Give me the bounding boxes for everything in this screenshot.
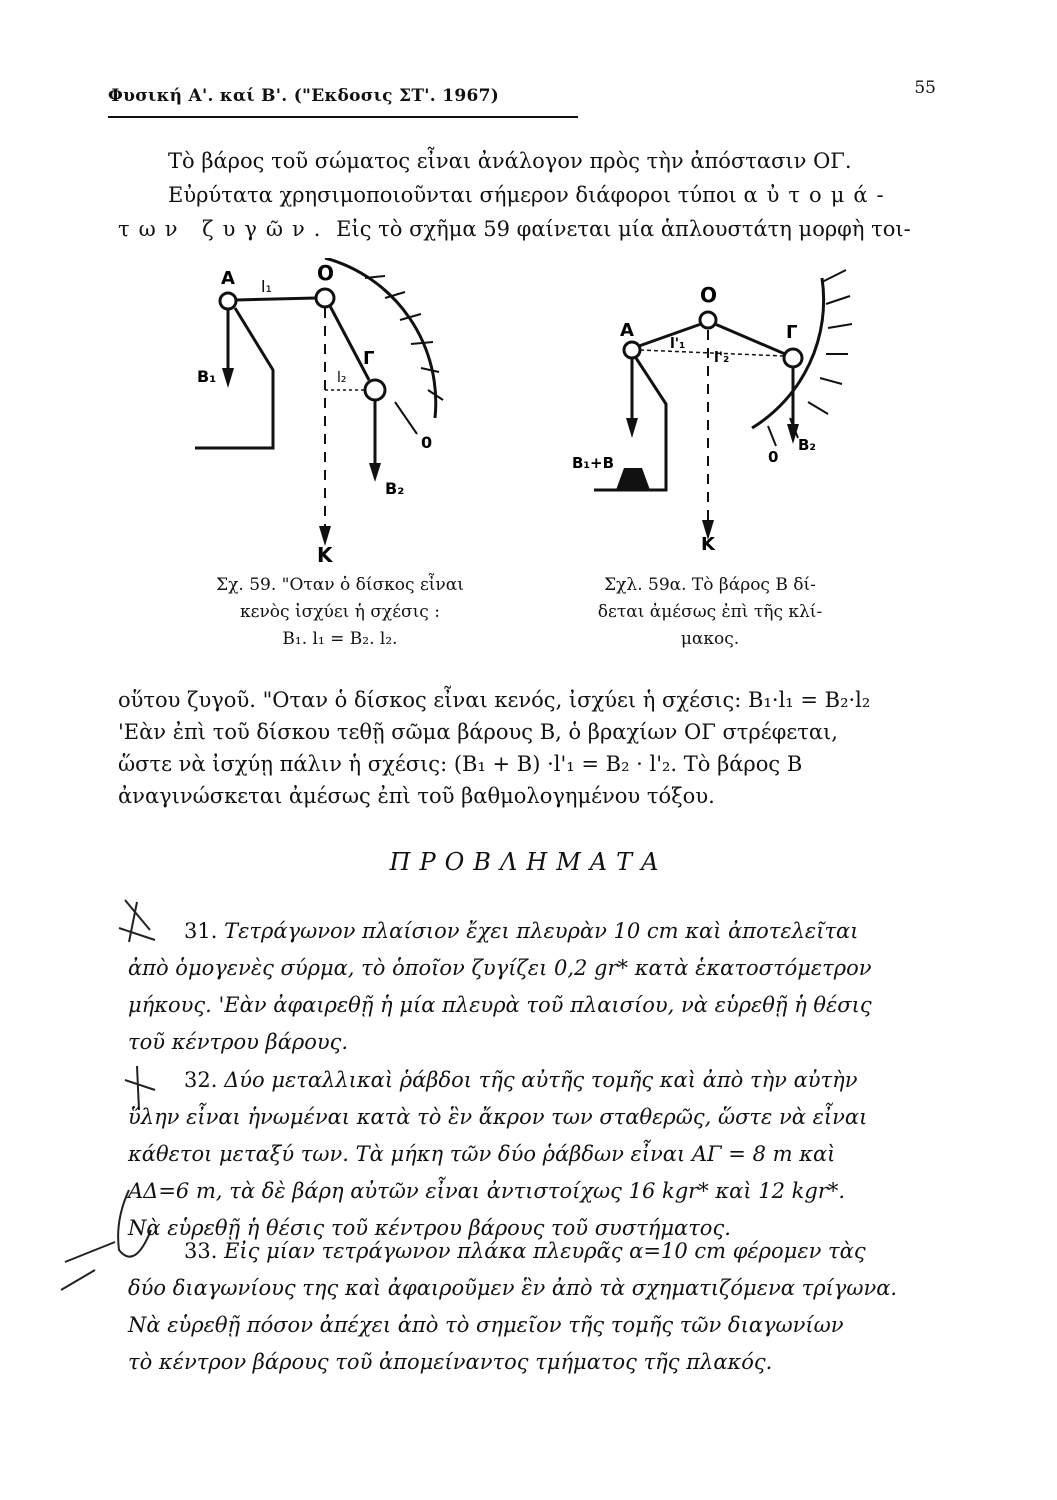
caption-59a-line-2: δεται ἀμέσως ἐπὶ τῆς κλί- [597,602,823,622]
problem-33-line-3: Νὰ εὑρεθῇ πόσον ἀπέχει ἀπὸ τὸ σημεῖον τῆς τομῆς τῶν διαγωνίων [128,1313,844,1337]
paragraph-line-2: 'Εὰν ἐπὶ τοῦ δίσκου τεθῇ σῶμα βάρους Β, ὁ βραχίων ΟΓ στρέφεται, [118,720,838,744]
intro-line-2-spaced: αὐτομά- [743,183,893,207]
caption-59-line-2: κενὸς ἰσχύει ἡ σχέσις : [240,602,440,622]
pivot-g [784,349,802,367]
lever-horizontal [640,350,784,356]
label-b1b: Β₁+Β [572,454,615,472]
intro-line-2 [168,180,893,211]
caption-59a-line-1: Σχλ. 59α. Τὸ βάρος Β δί- [604,575,816,595]
load-on-pan [616,468,650,490]
label-o: Ο [700,283,718,307]
label-b1: Β₁ [197,367,217,386]
pivot-o [316,289,334,307]
problem-33-number: 33. [184,1239,218,1263]
label-k: Κ [317,543,333,567]
page-number: 55 [914,78,936,98]
label-a: Α [620,320,634,341]
problem-32-line-1 [128,1062,940,1099]
paragraph-line-3: ὥστε νὰ ἰσχύῃ πάλιν ἡ σχέσις: (Β₁ + Β) ·l'₁ = Β₂ · l'₂. Τὸ βάρος Β [118,752,803,776]
label-l1: l₁ [261,277,272,296]
arc-ticks [365,276,443,434]
arrow-b1 [222,368,234,388]
problem-32-line-5: Νὰ εὑρεθῇ ἡ θέσις τοῦ κέντρου βάρους τοῦ συστήματος. [128,1216,731,1240]
intro-line-3-spaced: των ζυγῶν. [118,217,330,241]
problem-31-line-3: μήκους. 'Εὰν ἀφαιρεθῇ ἡ μία πλευρὰ τοῦ πλαισίου, νὰ εὑρεθῇ ἡ θέσις [128,993,872,1017]
pivot-o [700,312,716,328]
problem-31-line-1 [128,913,940,950]
caption-59 [190,572,490,653]
arm-ao [236,298,316,300]
label-g: Γ [363,348,375,369]
label-o: Ο [317,261,335,285]
running-title: Φυσική Α'. καί Β'. ("Εκδοσις ΣΤ'. 1967) [108,86,500,106]
problem-33-line-1-text: Εἰς μίαν τετράγωνον πλάκα πλευρᾶς α=10 cm φέρομεν τὰς [224,1239,866,1263]
paragraph [118,684,948,812]
problem-32-number: 32. [184,1068,218,1092]
intro-line-3 [118,214,911,245]
pivot-a [624,342,640,358]
label-zero: 0 [768,448,779,466]
label-zero: 0 [421,433,433,452]
figure-59a [572,258,862,568]
intro-line-2-text: Εὐρύτατα χρησιμοποιοῦνται σήμερον διάφοροι τύποι [168,183,737,207]
label-b2: Β₂ [385,479,405,498]
problem-31-number: 31. [184,919,218,943]
problem-32-line-2: ὕλην εἶναι ἡνωμέναι κατὰ τὸ ἓν ἄκρον των σταθερῶς, ὥστε νὰ εἶναι [128,1105,868,1129]
page-header [108,78,938,120]
caption-59-line-3: Β₁. l₁ = Β₂. l₂. [282,629,398,649]
problem-31-line-2: ἀπὸ ὁμογενὲς σύρμα, τὸ ὁποῖον ζυγίζει 0,2 gr* κατὰ ἑκατοστόμετρον [128,956,872,980]
caption-59a [560,572,860,653]
problem-33 [128,1233,940,1381]
problem-32-line-3: κάθετοι μεταξύ των. Τὰ μήκη τῶν δύο ῥάβδων εἶναι ΑΓ = 8 m καὶ [128,1142,836,1166]
problem-31-line-4: τοῦ κέντρου βάρους. [128,1030,349,1054]
problem-33-line-1 [128,1233,940,1270]
label-k: Κ [701,534,715,555]
problem-32-line-1-text: Δύο μεταλλικαὶ ῥάβδοι τῆς αὐτῆς τομῆς καὶ ἀπὸ τὴν αὐτὴν [224,1068,858,1092]
label-l2p: l'₂ [714,350,730,366]
caption-59a-line-3: μακος. [680,629,740,649]
problem-31 [128,913,940,1061]
paragraph-line-4: ἀναγινώσκεται ἀμέσως ἐπὶ τοῦ βαθμολογημένου τόξου. [118,784,715,808]
pivot-g [365,380,385,400]
figure-59 [185,258,505,568]
problem-33-line-2: δύο διαγωνίους της καὶ ἀφαιροῦμεν ἓν ἀπὸ τὰ σχηματιζόμενα τρίγωνα. [128,1276,898,1300]
label-l1p: l'₁ [670,336,686,352]
arrow-b2 [369,463,381,482]
section-heading: ΠΡΟΒΛΗΜΑΤΑ [389,848,668,876]
arc-ticks [768,270,852,446]
problem-33-line-4: τὸ κέντρον βάρους τοῦ ἀπομείναντος τμήματος τῆς πλακός. [128,1350,773,1374]
intro-line-1: Τὸ βάρος τοῦ σώματος εἶναι ἀνάλογον πρὸς τὴν ἀπόστασιν ΟΓ. [168,149,852,173]
label-a: Α [221,268,235,289]
pivot-a [220,293,236,309]
header-rule [108,116,578,118]
arrow-b1b [626,418,638,438]
problem-32-line-4: ΑΔ=6 m, τὰ δὲ βάρη αὐτῶν εἶναι ἀντιστοίχως 16 kgr* καὶ 12 kgr*. [128,1179,846,1203]
label-b2: Β₂ [798,436,817,454]
problem-31-line-1-text: Τετράγωνον πλαίσιον ἔχει πλευρὰν 10 cm καὶ ἀποτελεῖται [224,919,859,943]
graduated-arc [325,258,436,418]
label-g: Γ [786,322,798,343]
paragraph-line-1: οὕτου ζυγοῦ. "Οταν ὁ δίσκος εἶναι κενός, ἰσχύει ἡ σχέσις: Β₁·l₁ = Β₂·l₂ [118,688,871,712]
caption-59-line-1: Σχ. 59. "Οταν ὁ δίσκος εἶναι [216,575,464,595]
label-l2: l₂ [337,370,347,386]
problem-32 [128,1062,940,1247]
intro-line-3-text: Εἰς τὸ σχῆμα 59 φαίνεται μία ἁπλουστάτη μορφὴ τοι- [336,217,911,241]
